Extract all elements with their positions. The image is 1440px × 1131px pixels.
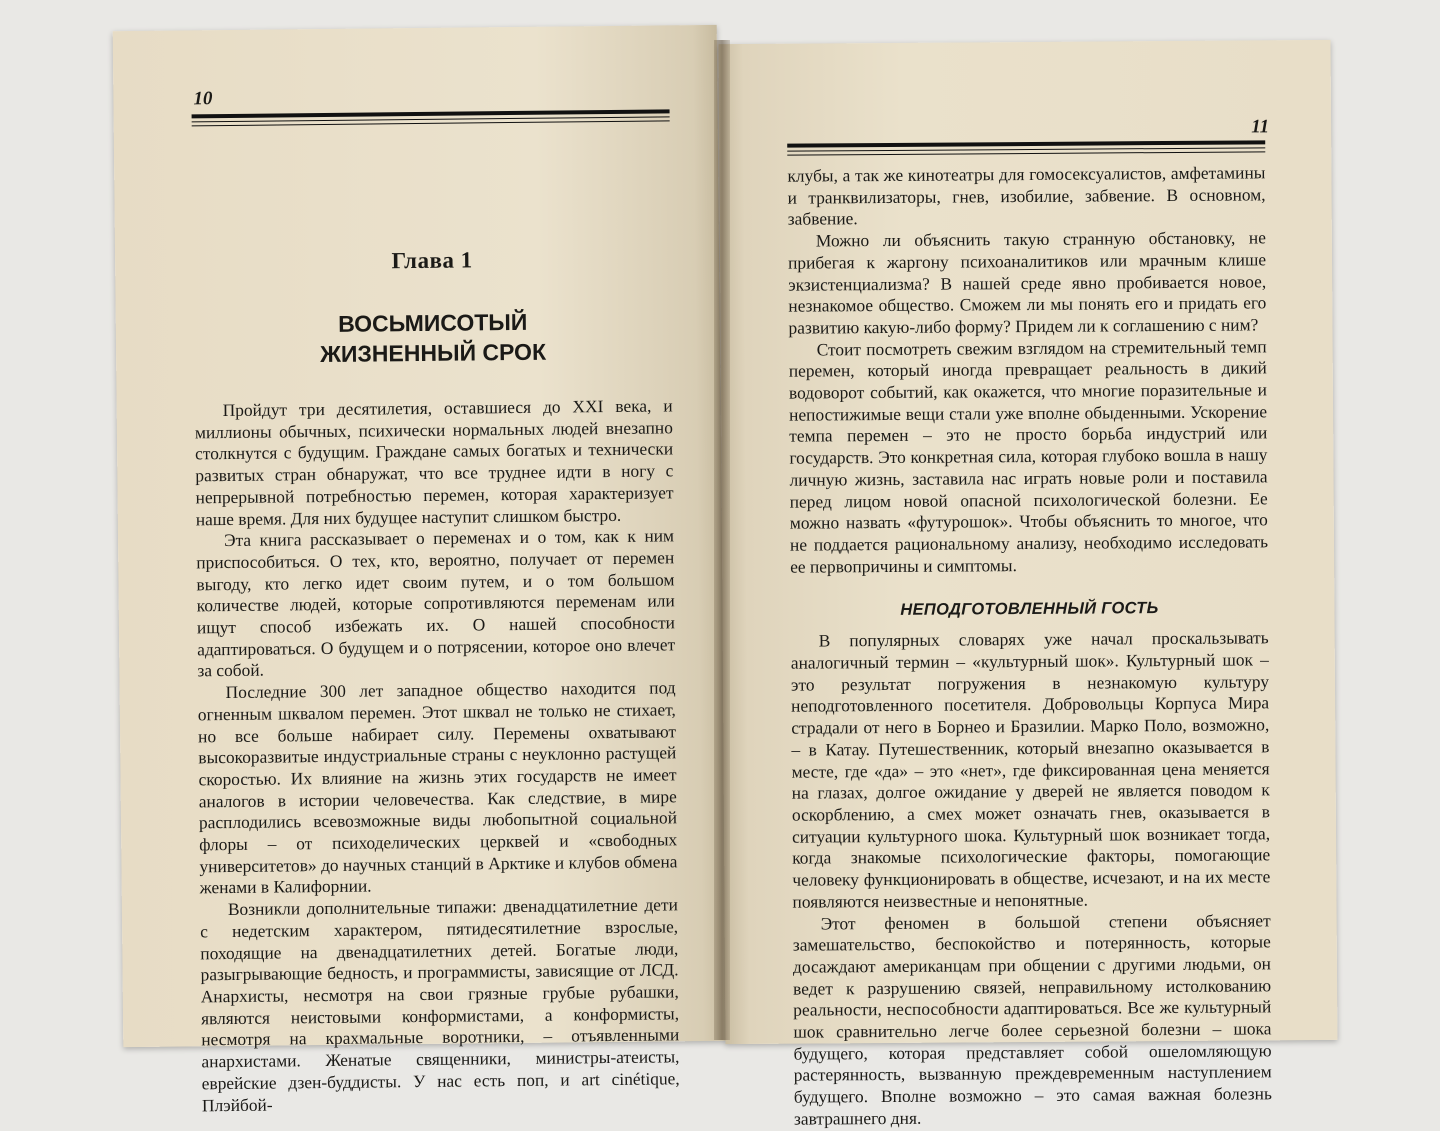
- paragraph: клубы, а так же кинотеатры для гомосексуалистов, амфетамины и транквилизаторы, гнев, изобилие, забвение. В основном, забвение.: [787, 162, 1266, 230]
- header-rule-right: [787, 140, 1265, 158]
- left-page-content: [193, 245, 680, 1116]
- left-page: [113, 25, 728, 1115]
- page-number-left: 10: [193, 88, 213, 110]
- rule-thick: [787, 140, 1265, 147]
- paragraph: В популярных словарях уже начал проскальзывать аналогичный термин – «культурный шок». Культурный шок – это результат погружения в незнакомую культуру неподготовленного посетителя. Добровольцы Корпуса Мира страдали от него в Борнео и Бразилии. Марко Поло, возможно, – в Катау. Путешественник, который внезапно оказывается в месте, где «да» – это «нет», где фиксированная цена меняется на глазах, долгое ожидание у дверей не является поводом к оскорблению, а смех может означать гнев, оказывается в ситуации культурного шока. Культурный шок возникает тогда, когда знакомые психологические факторы, помогающие человеку функционировать в обществе, исчезают, и на их месте появляются неизвестные и непонятные.: [790, 627, 1271, 912]
- body-text-left: [195, 395, 680, 1116]
- right-page: [719, 40, 1338, 1129]
- chapter-title: [194, 305, 673, 370]
- rule-thin: [787, 151, 1265, 155]
- paragraph: Возникли дополнительные типажи: двенадцатилетние дети с недетским характером, пятидесятилетние взрослые, походящие на двенадцатилетних детей. Богатые люди, разыгрывающие бедность, и программисты, зависящие от ЛСД. Анархисты, несмотря на свои грязные грубые рубашки, являются неистовыми конформистами, а конформисты, несмотря на крахмальные воротники, – отъявленными анархистами. Женатые священники, министры-атеисты, еврейские дзен-буддисты. У нас есть поп, и art cinétique, Плэйбой-: [200, 894, 680, 1115]
- body-text-right-section: [791, 628, 1272, 1130]
- chapter-title-line: ВОСЬМИСОТЫЙ: [338, 308, 528, 337]
- right-page-content: [787, 162, 1272, 1130]
- paragraph: Этот феномен в большой степени объясняет замешательство, беспокойство и потерянность, которые досаждают американцам при общении с другими людьми, он ведет к разрушению связей, неправильному истолкованию реальности, неспособности адаптироваться. Все же культурный шок сравнительно легче более серьезной болезни – шока будущего, которая представляет собой ошеломляющую растерянность, вызванную преждевременным наступлением будущего. Вполне возможно – это самая важная болезнь завтрашнего дня.: [792, 909, 1272, 1129]
- body-text-right: [787, 162, 1268, 578]
- paragraph: Эта книга рассказывает о переменах и о том, как к ним приспособиться. О тех, кто, вероятно, получает от перемен выгоду, кто легко идет своим путем, и о том большом количестве людей, которые сопротивляются переменам или ищут способ избежать их. О нашей способности адаптироваться. О будущем и о потрясении, которое оно влечет за собой.: [196, 525, 676, 681]
- chapter-label: Глава 1: [391, 247, 473, 274]
- paragraph: Пройдут три десятилетия, оставшиеся до XXI века, и миллионы обычных, психически нормальных людей внезапно столкнутся с будущим. Граждане самых богатых и технически развитых стран обнаружат, что все труднее идти в ногу с непрерывной потребностью перемен, которая характеризует наше время. Для них будущее наступит слишком быстро.: [194, 395, 674, 529]
- paragraph: Можно ли объяснить такую странную обстановку, не прибегая к жаргону психоаналитиков или мрачным клише экзистенциализма? В нашей среде явно пробивается новое, незнакомое общество. Сможем ли мы понять его и придать его развитию какую-либо форму? Придем ли к соглашению с ним?: [787, 227, 1267, 338]
- paragraph: Последние 300 лет западное общество находится под огненным шквалом перемен. Этот шквал не только не стихает, но все больше набирает силу. Перемены охватывают высокоразвитые индустриальные страны с неуклонно растущей скоростью. Их влияние на жизнь этих государств не имеет аналогов в истории человечества. Как следствие, в мире расплодились всевозможные виды любопытной социальной флоры – от психоделических церквей и «свободных университетов» до научных станций в Арктике и клубов обмена женами в Калифорнии.: [197, 677, 678, 898]
- page-number-right: 11: [1251, 116, 1270, 138]
- section-heading: НЕПОДГОТОВЛЕННЫЙ ГОСТЬ: [900, 599, 1159, 620]
- book-gutter: [714, 40, 730, 1040]
- header-rule-left: [192, 109, 670, 129]
- paragraph: Стоит посмотреть свежим взглядом на стремительный темп перемен, который иногда превращает реальность в дикий водоворот событий, как окажется, что многие поразительные и непостижимые вещи стали уже вполне обыденными. Ускорение темпа перемен – это не просто борьба индустрий или государств. Это конкретная сила, которая глубоко вошла в нашу личную жизнь, заставила нас играть новые роли и поставила перед лицом новой опасной психологической болезни. Ее можно назвать «футурошок». Чтобы объяснить то многое, что не поддается рациональному анализу, необходимо исследовать ее первопричины и симптомы.: [788, 335, 1269, 577]
- chapter-title-line: ЖИЗНЕННЫЙ СРОК: [319, 338, 547, 368]
